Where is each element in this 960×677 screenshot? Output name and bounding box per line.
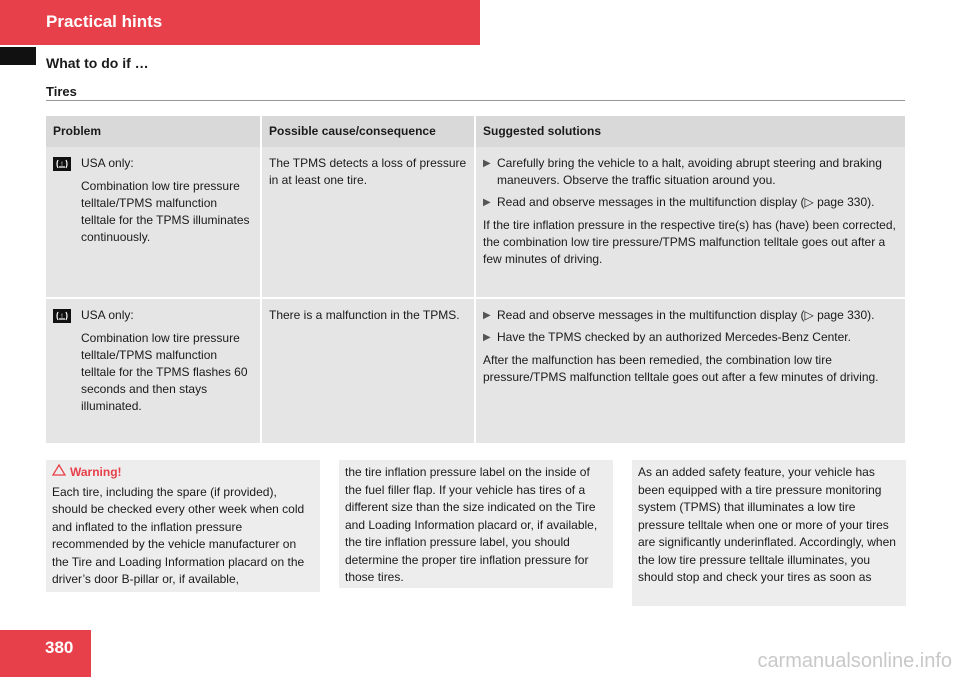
solution-item bbox=[483, 307, 898, 324]
tires-table bbox=[46, 116, 905, 443]
topic-heading: Tires bbox=[46, 84, 77, 99]
topic-divider bbox=[46, 100, 905, 101]
solution-text: Read and observe messages in the multifunction display (▷ page 330). bbox=[497, 195, 875, 209]
table-row bbox=[46, 298, 905, 443]
table-header-row bbox=[46, 116, 905, 147]
tpms-info-box bbox=[632, 460, 906, 606]
continued-text-box bbox=[339, 460, 613, 588]
warning-box bbox=[46, 460, 320, 592]
solution-text: Carefully bring the vehicle to a halt, avoiding abrupt steering and braking maneuvers. Observe the traffic situation around you. bbox=[497, 156, 882, 187]
solution-note: After the malfunction has been remedied, the combination low tire pressure/TPMS malfunction telltale goes out after a few minutes of driving. bbox=[483, 353, 879, 384]
solution-note: If the tire inflation pressure in the respective tire(s) has (have) been corrected, the combination low tire pressure/TPMS malfunction telltale goes out after a few minutes of driving. bbox=[483, 218, 896, 266]
solution-text: Read and observe messages in the multifunction display (▷ page 330). bbox=[497, 308, 875, 322]
cause-text: There is a malfunction in the TPMS. bbox=[269, 308, 460, 322]
solution-item bbox=[483, 329, 898, 346]
cause-cell bbox=[261, 298, 475, 443]
column-header-problem: Problem bbox=[46, 116, 261, 147]
solution-item bbox=[483, 194, 898, 211]
svg-text:!: ! bbox=[61, 162, 63, 168]
warning-triangle-icon bbox=[52, 464, 66, 482]
table-row bbox=[46, 147, 905, 298]
solutions-cell bbox=[475, 298, 905, 443]
problem-description: Combination low tire pressure telltale/TPMS malfunction telltale for the TPMS illuminates continuously. bbox=[81, 179, 250, 244]
column-header-cause: Possible cause/consequence bbox=[261, 116, 475, 147]
warning-text: Each tire, including the spare (if provided), should be checked every other week when cold and inflated to the inflation pressure recommended by the vehicle manufacturer on the Tire and Loading Information placard on the driver’s door B-pillar or, if available, bbox=[52, 484, 305, 586]
arrow-bullet-icon: ▶ bbox=[483, 332, 491, 343]
column-header-solutions: Suggested solutions bbox=[475, 116, 905, 147]
watermark: carmanualsonline.info bbox=[757, 650, 952, 672]
arrow-bullet-icon: ▶ bbox=[483, 197, 491, 208]
solution-text: Have the TPMS checked by an authorized Mercedes-Benz Center. bbox=[497, 330, 851, 344]
solution-item bbox=[483, 155, 898, 189]
tpms-info-text: As an added safety feature, your vehicle has been equipped with a tire pressure monitoring system (TPMS) that illuminates a low tire pressure telltale when one or more of your tires are significantly underinflated. Accordingly, when the low tire pressure telltale illuminates, you should stop and check your tires as soon as bbox=[638, 465, 896, 584]
subsection-title: What to do if … bbox=[46, 55, 149, 71]
arrow-bullet-icon: ▶ bbox=[483, 158, 491, 169]
section-title: Practical hints bbox=[46, 12, 163, 31]
arrow-bullet-icon: ▶ bbox=[483, 310, 491, 321]
problem-cell bbox=[46, 147, 261, 298]
tpms-telltale-icon bbox=[53, 157, 71, 171]
section-tab-marker bbox=[0, 47, 36, 65]
cause-cell bbox=[261, 147, 475, 298]
warning-title: Warning! bbox=[70, 465, 122, 479]
problem-scope: USA only: bbox=[81, 156, 134, 170]
page-number: 380 bbox=[45, 638, 74, 657]
cause-text: The TPMS detects a loss of pressure in at least one tire. bbox=[269, 156, 467, 187]
continued-text: the tire inflation pressure label on the inside of the fuel filler flap. If your vehicle has tires of a different size than the size indicated on the Tire and Loading Information placard or, if available, the tire inflation pressure label, you should determine the proper tire inflation pressure for those tires. bbox=[345, 465, 598, 584]
tpms-telltale-icon bbox=[53, 309, 71, 323]
solutions-cell bbox=[475, 147, 905, 298]
problem-cell bbox=[46, 298, 261, 443]
svg-text:!: ! bbox=[61, 314, 63, 320]
problem-scope: USA only: bbox=[81, 308, 134, 322]
problem-description: Combination low tire pressure telltale/TPMS malfunction telltale for the TPMS flashes 60 seconds and then stays illuminated. bbox=[81, 331, 248, 413]
